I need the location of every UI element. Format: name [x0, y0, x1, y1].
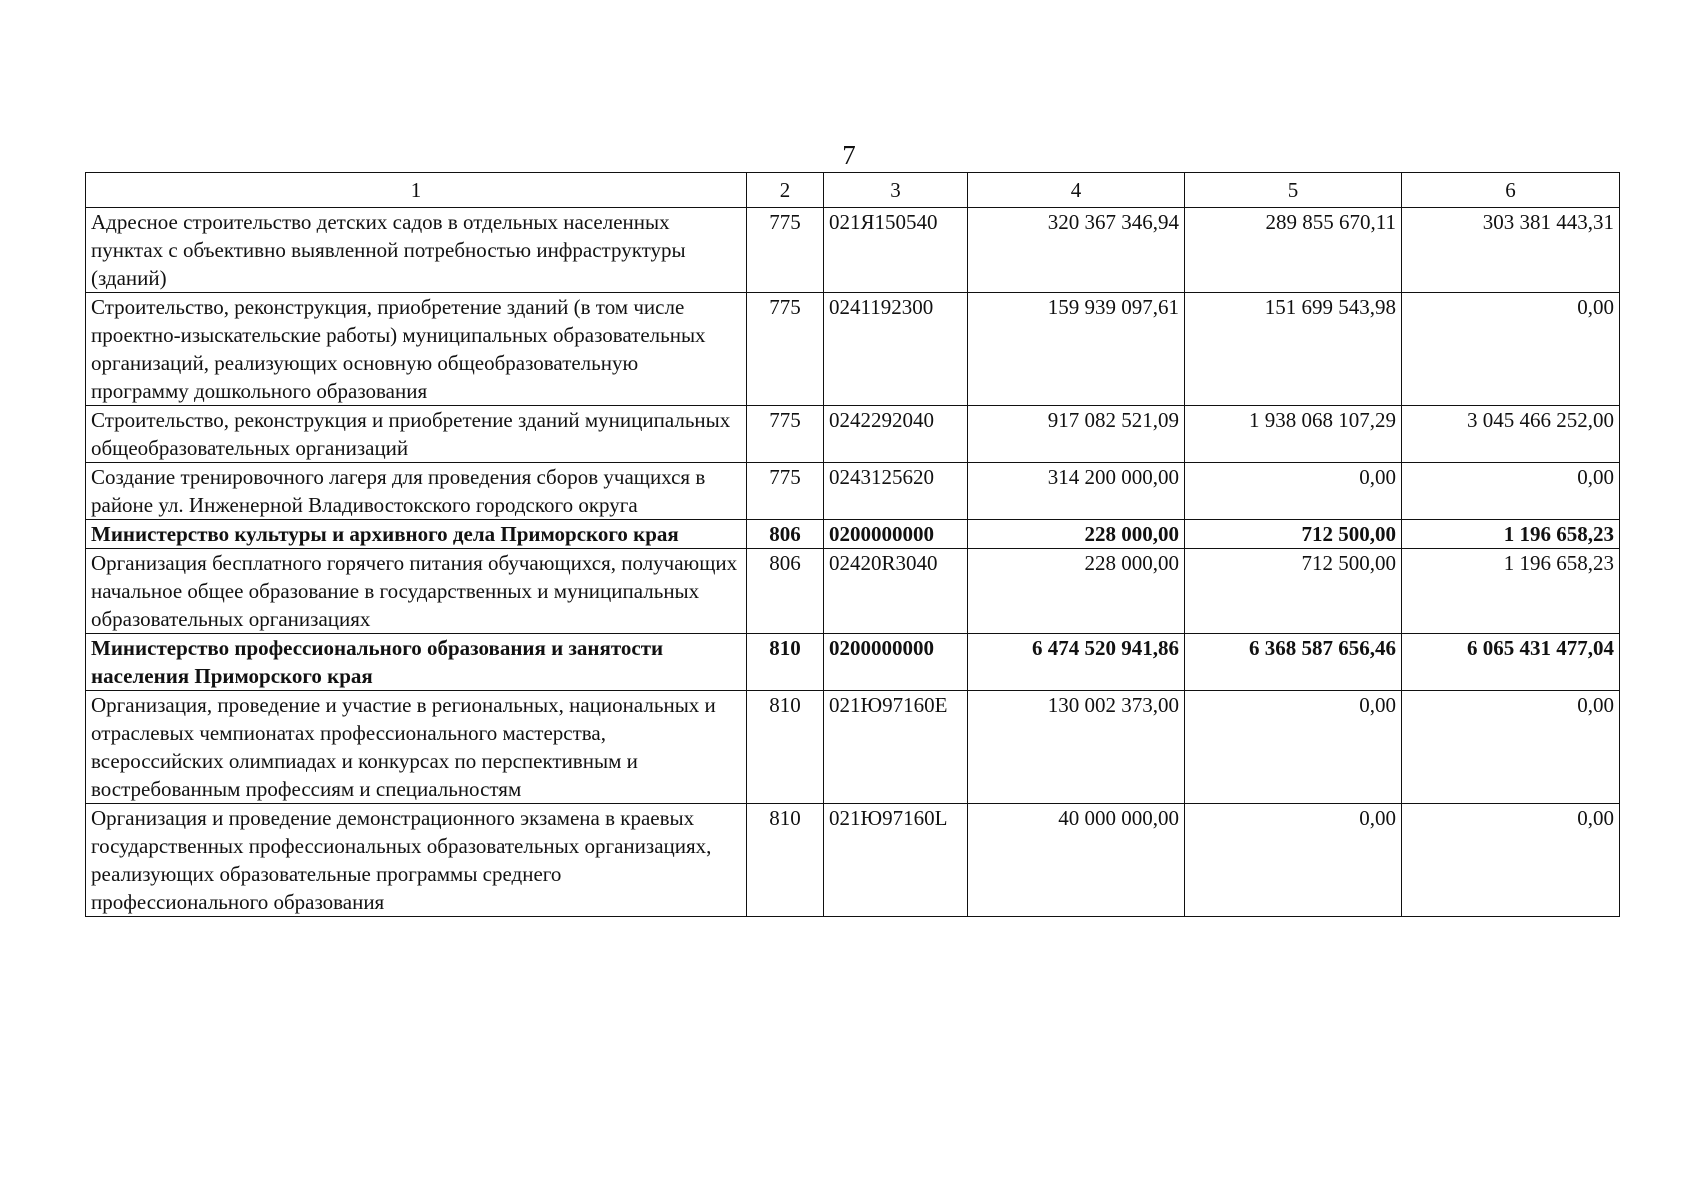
row-chapter: 775: [747, 293, 824, 406]
table-row-ministry: [86, 520, 1620, 549]
row-chapter: 775: [747, 406, 824, 463]
row-amount-col5: 289 855 670,11: [1185, 208, 1402, 293]
row-code: 021Я150540: [824, 208, 968, 293]
row-amount-col6: 0,00: [1402, 463, 1620, 520]
row-chapter: 810: [747, 691, 824, 804]
row-code: 02420R3040: [824, 549, 968, 634]
row-amount-col5: 0,00: [1185, 463, 1402, 520]
table-row: [86, 691, 1620, 804]
row-amount-col5: 6 368 587 656,46: [1185, 634, 1402, 691]
row-amount-col6: 3 045 466 252,00: [1402, 406, 1620, 463]
row-amount-col6: 303 381 443,31: [1402, 208, 1620, 293]
row-amount-col4: 159 939 097,61: [968, 293, 1185, 406]
table-header-row: [86, 173, 1620, 208]
table-row: [86, 406, 1620, 463]
row-chapter: 775: [747, 208, 824, 293]
header-col-2: 2: [747, 173, 824, 208]
row-amount-col5: 712 500,00: [1185, 520, 1402, 549]
row-name: Организация, проведение и участие в региональных, национальных и отраслевых чемпионатах профессионального мастерства, всероссийских олимпиадах и конкурсах по перспективным и востребованным профессиям и специальностям: [86, 691, 747, 804]
page-number: 7: [842, 140, 856, 170]
row-name: Организация и проведение демонстрационного экзамена в краевых государственных профессиональных образовательных организациях, реализующих образовательные программы среднего профессионального образования: [86, 804, 747, 917]
budget-table: [85, 172, 1620, 917]
row-amount-col6: 0,00: [1402, 804, 1620, 917]
row-name: Создание тренировочного лагеря для проведения сборов учащихся в районе ул. Инженерной Владивостокского городского округа: [86, 463, 747, 520]
header-col-5: 5: [1185, 173, 1402, 208]
header-col-4: 4: [968, 173, 1185, 208]
table-row: [86, 804, 1620, 917]
row-chapter: 806: [747, 520, 824, 549]
row-code: 0200000000: [824, 520, 968, 549]
row-code: 0242292040: [824, 406, 968, 463]
row-code: 0241192300: [824, 293, 968, 406]
row-amount-col4: 40 000 000,00: [968, 804, 1185, 917]
row-amount-col5: 0,00: [1185, 691, 1402, 804]
row-amount-col4: 130 002 373,00: [968, 691, 1185, 804]
row-amount-col5: 1 938 068 107,29: [1185, 406, 1402, 463]
row-amount-col5: 0,00: [1185, 804, 1402, 917]
row-chapter: 810: [747, 634, 824, 691]
header-col-6: 6: [1402, 173, 1620, 208]
row-code: 021Ю97160E: [824, 691, 968, 804]
row-amount-col5: 151 699 543,98: [1185, 293, 1402, 406]
row-code: 021Ю97160L: [824, 804, 968, 917]
row-amount-col4: 228 000,00: [968, 520, 1185, 549]
header-col-1: 1: [86, 173, 747, 208]
row-name: Организация бесплатного горячего питания обучающихся, получающих начальное общее образование в государственных и муниципальных образовательных организациях: [86, 549, 747, 634]
row-amount-col6: 0,00: [1402, 691, 1620, 804]
row-chapter: 810: [747, 804, 824, 917]
row-chapter: 806: [747, 549, 824, 634]
table-row: [86, 463, 1620, 520]
row-amount-col4: 228 000,00: [968, 549, 1185, 634]
row-amount-col4: 314 200 000,00: [968, 463, 1185, 520]
row-amount-col6: 0,00: [1402, 293, 1620, 406]
row-name: Министерство культуры и архивного дела Приморского края: [86, 520, 747, 549]
row-chapter: 775: [747, 463, 824, 520]
row-code: 0243125620: [824, 463, 968, 520]
row-code: 0200000000: [824, 634, 968, 691]
table-row: [86, 208, 1620, 293]
row-amount-col4: 320 367 346,94: [968, 208, 1185, 293]
row-amount-col6: 6 065 431 477,04: [1402, 634, 1620, 691]
row-amount-col6: 1 196 658,23: [1402, 549, 1620, 634]
row-amount-col5: 712 500,00: [1185, 549, 1402, 634]
table-row: [86, 549, 1620, 634]
row-amount-col6: 1 196 658,23: [1402, 520, 1620, 549]
row-amount-col4: 6 474 520 941,86: [968, 634, 1185, 691]
row-name: Министерство профессионального образования и занятости населения Приморского края: [86, 634, 747, 691]
table-row: [86, 293, 1620, 406]
row-name: Адресное строительство детских садов в отдельных населенных пунктах с объективно выявленной потребностью инфраструктуры (зданий): [86, 208, 747, 293]
table-row-ministry: [86, 634, 1620, 691]
row-name: Строительство, реконструкция и приобретение зданий муниципальных общеобразовательных организаций: [86, 406, 747, 463]
row-name: Строительство, реконструкция, приобретение зданий (в том числе проектно-изыскательские работы) муниципальных образовательных организаций, реализующих основную общеобразовательную программу дошкольного образования: [86, 293, 747, 406]
row-amount-col4: 917 082 521,09: [968, 406, 1185, 463]
header-col-3: 3: [824, 173, 968, 208]
